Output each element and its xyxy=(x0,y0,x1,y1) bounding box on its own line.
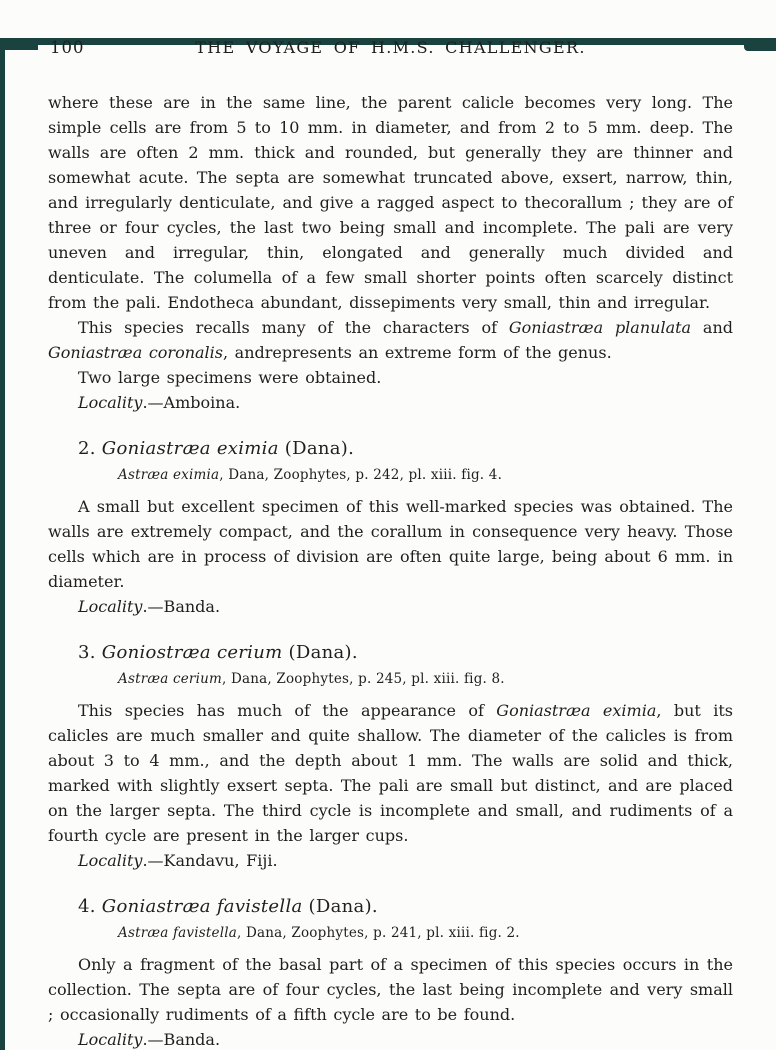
locality-line-kandavu: Locality.—Kandavu, Fiji. xyxy=(78,851,278,870)
species-heading-eximia: 2. Goniastræa eximia (Dana). xyxy=(78,438,355,459)
page-number: 100 xyxy=(50,38,85,57)
paragraph-eximia: A small but excellent specimen of this well-marked species was obtained. The walls are extremely compact, and the corallum in consequence very heavy. Those cells which are in process of division are often quite large, being about 6 mm. in diameter. xyxy=(48,497,733,591)
paragraph-continuation: where these are in the same line, the parent calicle becomes very long. The simple cells are from 5 to 10 mm. in diameter, and from 2 to 5 mm. deep. The walls are often 2 mm. thick and rounded, but generally they are thinner and somewhat acute. The septa are somewhat truncated above, exsert, narrow, thin, and irregularly denticulate, and give a ragged aspect to thecorallum ; they are of three or four cycles, the last two being small and incomplete. The pali are very uneven and irregular, thin, elongated and generally much divided and denticulate. The columella of a few small shorter points often scarcely distinct from the pali. Endotheca abundant, dissepiments very small, thin and irregular. xyxy=(48,93,733,312)
scan-border-left xyxy=(0,38,5,1050)
species-heading-cerium: 3. Goniostræa cerium (Dana). xyxy=(78,642,358,663)
paragraph-cerium: This species has much of the appearance of Goniastræa eximia, but its calicles are much smaller and quite shallow. The diameter of the calicles is from about 3 to 4 mm., and the depth about 1 mm. The walls are solid and thick, marked with slightly exsert septa. The pali are small but distinct, and are placed on the larger septa. The third cycle is incomplete and small, and rudiments of a fourth cycle are present in the larger cups. xyxy=(48,701,734,845)
synonymy-citation-cerium: Astræa cerium, Dana, Zoophytes, p. 245, pl. xiii. fig. 8. xyxy=(118,671,505,687)
locality-line-banda-2: Locality.—Banda. xyxy=(78,1030,221,1049)
scan-border-top-left xyxy=(0,38,38,50)
paragraph-species-remarks: This species recalls many of the characters of Goniastræa planulata and Goniastræa coronalis, andrepresents an extreme form of the genus. xyxy=(48,318,734,362)
page-header xyxy=(48,38,733,60)
locality-line-banda-1: Locality.—Banda. xyxy=(78,597,221,616)
species-heading-favistella: 4. Goniastræa favistella (Dana). xyxy=(78,896,378,917)
page-body xyxy=(48,90,733,1050)
scanned-book-page xyxy=(0,38,776,1050)
scan-border-top-right xyxy=(744,38,776,51)
running-title: THE VOYAGE OF H.M.S. CHALLENGER. xyxy=(195,38,586,57)
locality-line-amboina: Locality.—Amboina. xyxy=(78,393,241,412)
paragraph-specimens: Two large specimens were obtained. xyxy=(78,368,382,387)
paragraph-favistella: Only a fragment of the basal part of a specimen of this species occurs in the collection. The septa are of four cycles, the last being incomplete and very small ; occasionally rudiments of a fifth cycle are to be found. xyxy=(48,955,733,1024)
synonymy-citation-eximia: Astræa eximia, Dana, Zoophytes, p. 242, pl. xiii. fig. 4. xyxy=(118,467,503,483)
synonymy-citation-favistella: Astræa favistella, Dana, Zoophytes, p. 241, pl. xiii. fig. 2. xyxy=(118,925,520,941)
